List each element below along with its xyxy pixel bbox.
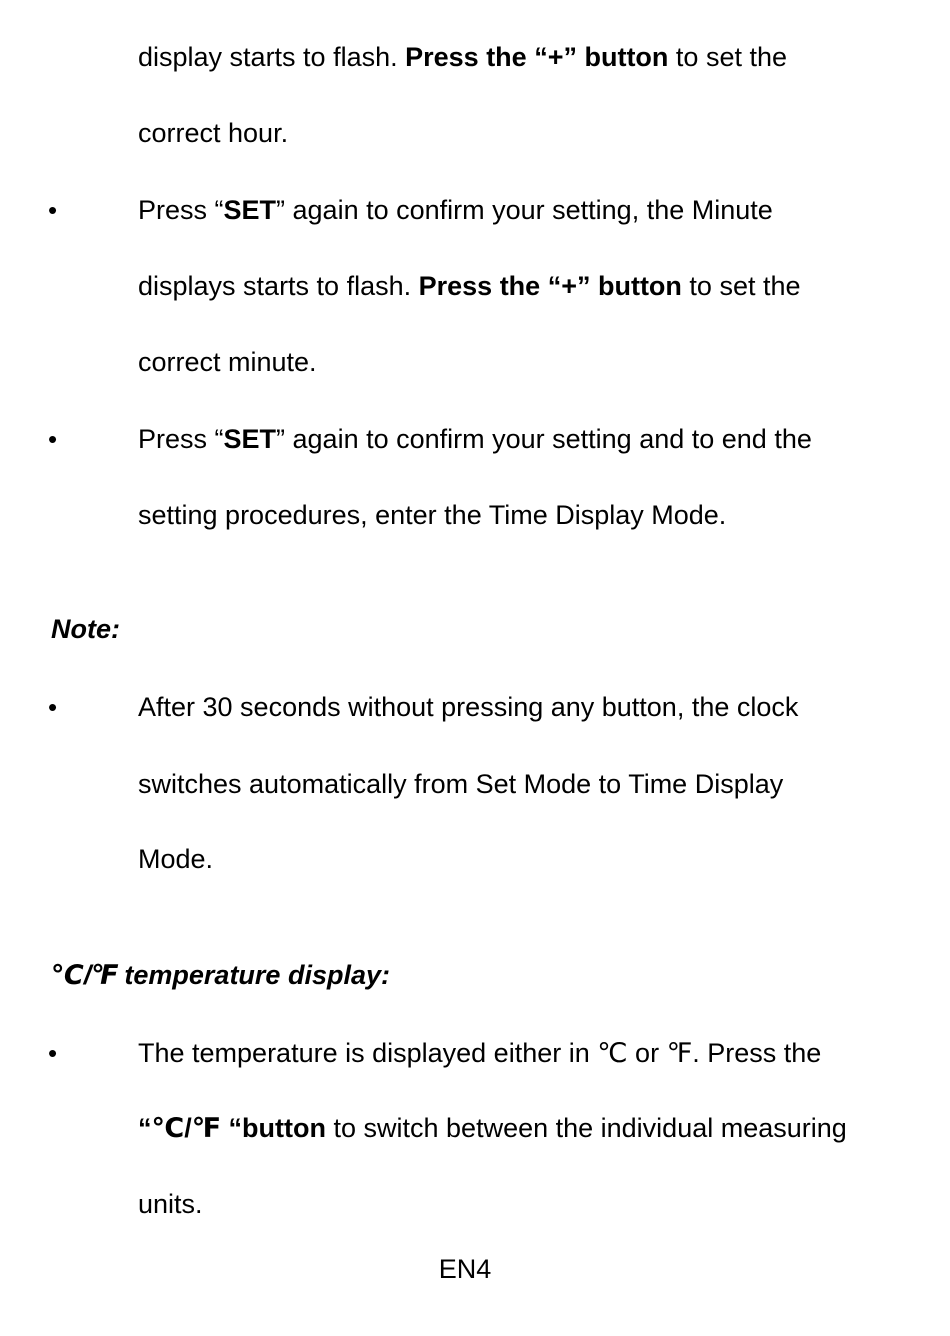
note-line-1: After 30 seconds without pressing any button, the clock [138,692,799,722]
text-run: to set the [681,271,801,301]
temperature-line-2 [138,1111,847,1145]
text-run: ” again to confirm your setting and to end the [276,424,812,454]
text-run: ” again to confirm your setting, the Minute [276,195,773,225]
bullet-icon: • [48,692,58,722]
step-minute-line-1 [138,193,773,227]
bold-set-label: SET [223,195,277,225]
note-heading: Note: [51,614,120,644]
text-run: to switch between the individual measuring [326,1113,847,1143]
text-run: display starts to flash. [138,42,406,72]
bullet-icon: • [48,424,58,454]
temperature-line-3: units. [138,1189,203,1219]
temperature-line-1: The temperature is displayed either in ℃ or ℉. Press the [138,1038,822,1068]
page-number: EN4 [438,1254,492,1284]
text-run: Press “ [138,195,224,225]
note-line-3: Mode. [138,844,214,874]
bold-instruction: Press the “+” button [418,271,682,301]
text-run: to set the [668,42,787,72]
bullet-icon: • [48,1038,58,1068]
step-end-line-2: setting procedures, enter the Time Display Mode. [138,500,727,530]
step-continuation-line-2: correct hour. [138,118,289,148]
step-minute-line-3: correct minute. [138,347,317,377]
text-run: Press “ [138,424,224,454]
text-run: displays starts to flash. [138,271,419,301]
note-line-2: switches automatically from Set Mode to Time Display [138,769,784,799]
step-continuation-line-1 [138,40,787,74]
temperature-heading: ℃/℉ temperature display: [51,960,390,990]
step-end-line-1 [138,422,812,456]
bold-unit-button-label: “℃/℉ “button [138,1113,326,1143]
bullet-icon: • [48,195,58,225]
bold-set-label: SET [223,424,277,454]
bold-instruction: Press the “+” button [405,42,669,72]
step-minute-line-2 [138,269,801,303]
